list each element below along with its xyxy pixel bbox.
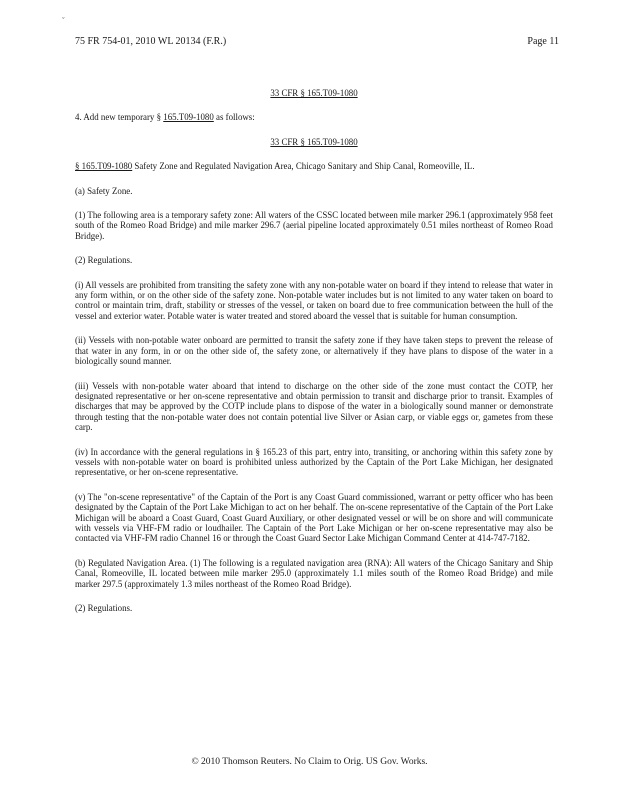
- paragraph-a2-ii: (ii) Vessels with non-potable water onboard are permitted to transit the safety zone if they have taken steps to prevent the release of that water in any form, in or on the other side of, the safety zone, or alternatively if they have plans to dispose of the water in a biologically sound manner.: [75, 335, 553, 367]
- document-body: [75, 88, 553, 627]
- section-title: [75, 88, 553, 98]
- paragraph-a2-iii: (iii) Vessels with non-potable water aboard that intend to discharge on the other side of the zone must contact the COTP, her designated representative or her on-scene representative and obtain permission to transit and discharge prior to transit. Examples of discharges that may be approved by the COTP include plans to dispose of the water in a biologically sound manner or demonstrate through testing that the non-potable water does not contain potential live Silver or Asian carp, or viable eggs or, gametes from these carp.: [75, 380, 553, 433]
- instruction-text: 4. Add new temporary §: [75, 112, 164, 123]
- heading-link[interactable]: § 165.T09-1080: [75, 161, 133, 172]
- heading-text: Safety Zone and Regulated Navigation Area, Chicago Sanitary and Ship Canal, Romeoville, IL.: [132, 161, 475, 172]
- paragraph-a2-iv: (iv) In accordance with the general regulations in § 165.23 of this part, entry into, transiting, or anchoring within this safety zone by vessels with non-potable water on board is prohibited unless authorized by the Captain of the Port Lake Michigan, her designated representative, or her on-scene representative.: [75, 446, 553, 478]
- page-number: Page 11: [527, 36, 559, 47]
- paragraph-a-safety-zone: (a) Safety Zone.: [75, 185, 133, 196]
- paragraph-a1: (1) The following area is a temporary safety zone: All waters of the CSSC located between mile marker 296.1 (approximately 958 feet south of the Romeo Road Bridge) and mile marker 296.7 (aerial pipeline located approximately 0.51 miles northeast of Romeo Road Bridge).: [75, 210, 553, 241]
- section-title-link[interactable]: 33 CFR § 165.T09-1080: [270, 88, 358, 98]
- section-title-2: [75, 137, 553, 147]
- page-header: [75, 36, 559, 50]
- section-heading: [75, 161, 553, 171]
- paragraph-a2-i: (i) All vessels are prohibited from transiting the safety zone with any non-potable water on board if they intend to release that water in any form within, or on the other side of the safety zone. Non-potable water includes but is not limited to any water taken on board to control or maintain trim, draft, stability or stresses of the vessel, or taken on board due to free communication between the hull of the vessel and exterior water. Potable water is water treated and stored aboard the vessel that is suitable for human consumption.: [75, 279, 553, 321]
- scan-speck-mark: ˇ: [62, 16, 65, 25]
- paragraph-b2-regulations: (2) Regulations.: [75, 603, 133, 613]
- section-link[interactable]: 165.T09-1080: [163, 112, 214, 123]
- citation: 75 FR 754-01, 2010 WL 20134 (F.R.): [75, 36, 227, 47]
- instruction-text-end: as follows:: [213, 112, 255, 123]
- section-title-2-link[interactable]: 33 CFR § 165.T09-1080: [270, 136, 358, 147]
- page-footer: © 2010 Thomson Reuters. No Claim to Orig. US Gov. Works.: [191, 757, 428, 767]
- amendment-instruction: [75, 112, 553, 122]
- paragraph-b-rna: (b) Regulated Navigation Area. (1) The following is a regulated navigation area (RNA): All waters of the Chicago Sanitary and Ship Canal, Romeoville, IL located between mile marker 295.0 (approximately 1.1 miles south of the Romeo Road Bridge) and mile marker 297.5 (approximately 1.3 miles northeast of the Romeo Road Bridge).: [75, 557, 553, 589]
- paragraph-a2-regulations: (2) Regulations.: [75, 255, 133, 266]
- paragraph-a2-v: (v) The "on-scene representative" of the Captain of the Port is any Coast Guard commissioned, warrant or petty officer who has been designated by the Captain of the Port Lake Michigan to act on her behalf. The on-scene representative of the Captain of the Port Lake Michigan will be aboard a Coast Guard, Coast Guard Auxiliary, or other designated vessel or will be on shore and will communicate with vessels via VHF-FM radio or loudhailer. The Captain of the Port Lake Michigan or her on-scene representative may also be contacted via VHF-FM radio Channel 16 or through the Coast Guard Sector Lake Michigan Command Center at 414-747-7182.: [75, 491, 553, 544]
